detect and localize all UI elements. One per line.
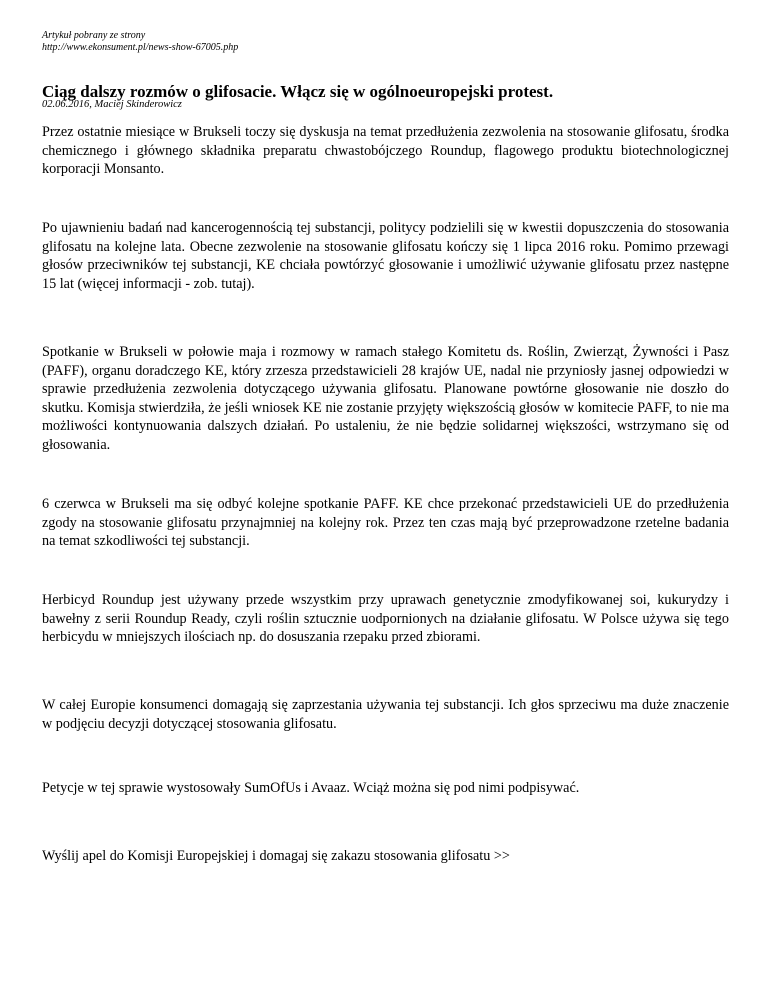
article-paragraph: Spotkanie w Brukseli w połowie maja i rozmowy w ramach stałego Komitetu ds. Roślin, Zwierząt, Żywności i Pasz (PAFF), organu doradczego KE, który zrzesza przedstawicieli 28 krajów UE, nadal nie przyniosły jasnej odpowiedzi w sprawie przedłużenia zezwolenia dotyczącego używania glifosatu. Planowane powtórne głosowanie nie doszło do skutku. Komisja stwierdziła, że jeśli wniosek KE nie zostanie przyjęty większością głosów w komitecie PAFF, to nie ma możliwości kontynuowania dalszych działań. Po ustaleniu, że nie będzie solidarnej większości, wstrzymano się od głosowania. (42, 344, 729, 453)
article-paragraph: W całej Europie konsumenci domagają się zaprzestania używania tej substancji. Ich głos sprzeciwu ma duże znaczenie w podjęciu decyzji dotyczącej stosowania glifosatu. (42, 697, 729, 732)
article-byline: 02.06.2016, Maciej Skinderowicz (42, 99, 182, 110)
article-title: Ciąg dalszy rozmów o glifosacie. Włącz się w ogólnoeuropejski protest. (42, 82, 554, 101)
source-note (42, 30, 238, 54)
article-paragraph: 6 czerwca w Brukseli ma się odbyć kolejne spotkanie PAFF. KE chce przekonać przedstawicieli UE do przedłużenia zgody na stosowanie glifosatu przynajmniej na kolejny rok. Przez ten czas mają być przeprowadzone rzetelne badania na temat szkodliwości tej substancji. (42, 496, 729, 549)
article-paragraph: Po ujawnieniu badań nad kancerogennością tej substancji, politycy podzielili się w kwestii dopuszczenia do stosowania glifosatu na kolejne lata. Obecne zezwolenie na stosowanie glifosatu kończy się 1 lipca 2016 roku. Pomimo przewagi głosów przeciwników tej substancji, KE chciała powtórzyć głosowanie i umożliwić używanie glifosatu przez następne 15 lat (więcej informacji - zob. tutaj). (42, 220, 729, 292)
source-url: http://www.ekonsument.pl/news-show-67005.php (42, 42, 239, 53)
article-paragraph: Petycje w tej sprawie wystosowały SumOfUs i Avaaz. Wciąż można się pod nimi podpisywać. (42, 780, 580, 796)
article-paragraph: Przez ostatnie miesiące w Brukseli toczy się dyskusja na temat przedłużenia zezwolenia na stosowanie glifosatu, środka chemicznego i głównego składnika preparatu chwastobójczego Roundup, flagowego produktu biotechnologicznej korporacji Monsanto. (42, 124, 729, 177)
article-paragraph: Herbicyd Roundup jest używany przede wszystkim przy uprawach genetycznie zmodyfikowanej soi, kukurydzy i bawełny z serii Roundup Ready, czyli roślin sztucznie uodpornionych na działanie glifosatu. W Polsce używa się tego herbicydu w mniejszych ilościach np. do dosuszania rzepaku przed zbiorami. (42, 592, 729, 645)
source-label: Artykuł pobrany ze strony (42, 30, 146, 41)
article-paragraph: Wyślij apel do Komisji Europejskiej i domagaj się zakazu stosowania glifosatu >> (42, 848, 510, 864)
